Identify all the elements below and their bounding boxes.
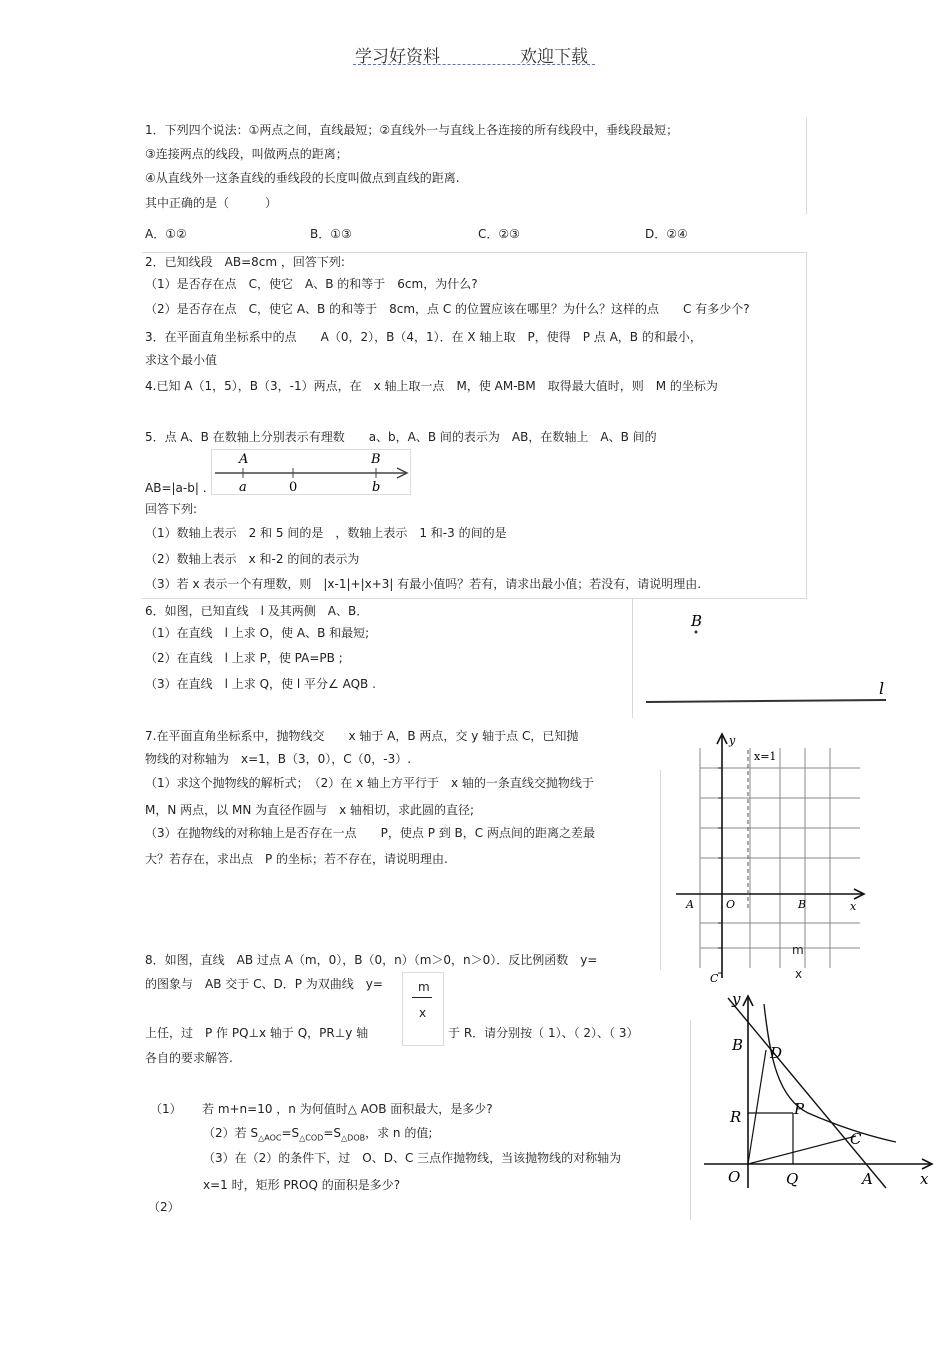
- q8-frac-num: m: [792, 943, 804, 957]
- label-A: A: [862, 1170, 873, 1188]
- q1-line: ④从直线外一这条直线的垂线段的长度叫做点到直线的距离.: [145, 171, 460, 185]
- hyperbola-figure: [698, 988, 938, 1198]
- label-b: b: [372, 480, 381, 495]
- q1-line: ③连接两点的线段，叫做两点的距离；: [145, 147, 348, 161]
- divider: [690, 1020, 691, 1220]
- q6-line: （3）在直线 l 上求 Q，使 l 平分∠ AQB .: [145, 677, 376, 691]
- label-x1: x=1: [754, 750, 777, 763]
- q1-option-d: D．②④: [645, 227, 688, 241]
- q8-line: 的图象与 AB 交于 C、D．P 为双曲线 y=: [145, 977, 383, 991]
- divider: [660, 770, 661, 970]
- q5-line: （3）若 x 表示一个有理数，则 |x-1|+|x+3| 有最小值吗？若有，请求出最小值；若没有，请说明理由.: [145, 577, 702, 591]
- q2-line: （2）是否存在点 C，使它 A、B 的和等于 8cm，点 C 的位置应该在哪里？为什么？这样的点 C 有多少个?: [145, 302, 750, 316]
- q8-sub2: （2）若 $S_{\triangle AOC}=S_{\triangle COD}=S_{\triangle DOB}$，求 n 的值;: [203, 1126, 433, 1143]
- q8-sub: x=1 时，矩形 PROQ 的面积是多少?: [203, 1178, 401, 1192]
- divider: [142, 252, 807, 253]
- q8-line: 8．如图，直线 AB 过点 A（m，0），B（0，n）（m＞0，n＞0）．反比例函数 y=: [145, 953, 598, 967]
- label-y: y: [732, 990, 741, 1008]
- number-line-figure: [211, 449, 411, 495]
- q4-line: 4.已知 A（1，5），B（3，-1）两点，在 x 轴上取一点 M，使 AM-BM 取得最大值时，则 M 的坐标为: [145, 379, 718, 393]
- q1-option-a: A．①②: [145, 227, 187, 241]
- label-B: B: [732, 1036, 744, 1054]
- q2-line: （1）是否存在点 C，使它 A、B 的和等于 6cm，为什么?: [145, 277, 478, 291]
- divider: [142, 598, 807, 599]
- q5-line: （2）数轴上表示 x 和-2 的间的表示为: [145, 552, 360, 566]
- q8-line: 上任，过 P 作 PQ⊥x 轴于 Q，PR⊥y 轴: [145, 1026, 369, 1040]
- label-A: A: [686, 898, 694, 911]
- divider: [806, 118, 807, 214]
- label-zero: 0: [289, 480, 298, 495]
- q5-line: 回答下列:: [145, 502, 198, 516]
- label-B: B: [798, 898, 807, 911]
- q6-line: 6．如图，已知直线 l 及其两侧 A、B．: [145, 604, 369, 618]
- divider: [806, 252, 807, 598]
- q1-line: 1．下列四个说法：①两点之间，直线最短；②直线外一与直线上各连接的所有线段中，垂线段最短；: [145, 123, 679, 137]
- q8-sub: （3）在（2）的条件下，过 O、D、C 三点作抛物线，当该抛物线的对称轴为: [203, 1151, 622, 1165]
- parabola-grid-figure: [670, 728, 870, 990]
- q8-sub: 若 m+n=10 ，n 为何值时△ AOB 面积最大，是多少?: [202, 1102, 493, 1116]
- label-x: x: [850, 900, 857, 913]
- q8-frac2-den: x: [419, 1006, 427, 1020]
- q3-line: 求这个最小值: [145, 353, 218, 367]
- q7-line: （3）在抛物线的对称轴上是否存在一点 P，使点 P 到 B，C 两点间的距离之差最: [145, 826, 595, 840]
- q8-line: 各自的要求解答.: [145, 1051, 233, 1065]
- label-l: l: [879, 679, 885, 698]
- q5-line: （1）数轴上表示 2 和 5 间的是 ，数轴上表示 1 和-3 的间的是: [145, 526, 507, 540]
- q7-line: （1）求这个抛物线的解析式； （2）在 x 轴上方平行于 x 轴的一条直线交抛物线于: [145, 776, 594, 790]
- label-x: x: [920, 1170, 929, 1188]
- label-B: B: [691, 612, 703, 630]
- label-A: A: [239, 452, 249, 467]
- label-O: O: [726, 898, 736, 911]
- q6-line: （2）在直线 l 上求 P，使 PA=PB ;: [145, 651, 343, 665]
- q5-line: AB=|a-b| .: [145, 481, 207, 495]
- header-left: 学习好资料: [355, 47, 440, 67]
- q7-line: 大？若存在，求出点 P 的坐标；若不存在，请说明理由.: [145, 852, 448, 866]
- q3-line: 3．在平面直角坐标系中的点 A（0，2），B（4，1）．在 X 轴上取 P，使得 P 点 A，B 的和最小，: [145, 330, 702, 344]
- q8-sub: （2）: [148, 1200, 180, 1214]
- label-P: P: [794, 1100, 805, 1118]
- header-underline: [353, 64, 595, 65]
- line-l-figure: [634, 600, 894, 720]
- divider: [632, 598, 633, 718]
- q7-line: 7.在平面直角坐标系中，抛物线交 x 轴于 A，B 两点，交 y 轴于点 C，已知抛: [145, 729, 579, 743]
- label-Q: Q: [786, 1170, 799, 1188]
- fraction-bar: [412, 997, 432, 998]
- q8-line: 于 R．请分别按（ 1）、（ 2）、（ 3）: [448, 1026, 639, 1040]
- q7-line: M，N 两点，以 MN 为直径作圆与 x 轴相切，求此圆的直径;: [145, 803, 475, 817]
- q1-line: 其中正确的是（ ）: [145, 196, 278, 210]
- q7-line: 物线的对称轴为 x=1，B（3，0），C（0，-3）.: [145, 752, 412, 766]
- q2-line: 2．已知线段 AB=8cm ，回答下列:: [145, 255, 345, 269]
- label-C: C: [710, 972, 719, 985]
- label-D: D: [770, 1044, 783, 1062]
- q8-frac-den: x: [795, 967, 803, 981]
- label-C: C: [850, 1130, 862, 1148]
- label-y: y: [729, 734, 736, 747]
- label-a: a: [239, 480, 247, 495]
- q1-option-b: B．①③: [310, 227, 352, 241]
- q6-line: （1）在直线 l 上求 O，使 A、B 和最短;: [145, 626, 370, 640]
- q8-frac2-num: m: [418, 980, 430, 994]
- q5-line: 5．点 A、B 在数轴上分别表示有理数 a、b，A、B 间的表示为 AB，在数轴上 A、B 间的: [145, 430, 657, 444]
- q8-sub-number: （1）: [150, 1102, 182, 1116]
- header-right: 欢迎下载: [520, 47, 588, 67]
- label-O: O: [728, 1168, 741, 1186]
- label-R: R: [730, 1108, 742, 1126]
- label-B: B: [371, 452, 381, 467]
- q1-option-c: C．②③: [478, 227, 520, 241]
